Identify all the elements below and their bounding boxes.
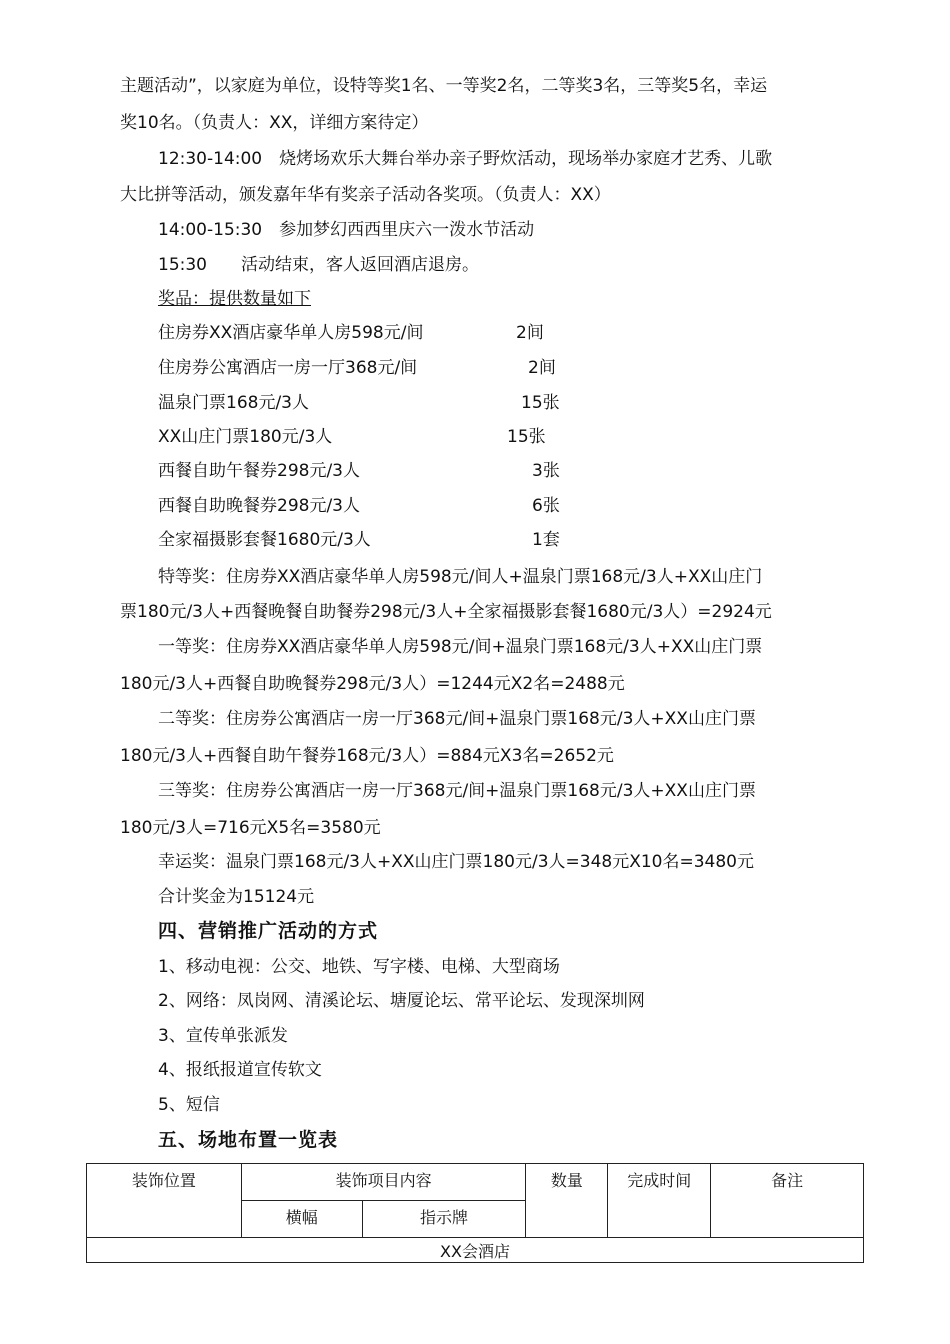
prize-qty: 2间 bbox=[516, 323, 544, 343]
award-second-line: 二等奖：住房券公寓酒店一房一厅368元/间+温泉门票168元/3人+XX山庄门票 bbox=[158, 709, 756, 729]
col-header-content: 装饰项目内容 bbox=[241, 1164, 526, 1201]
award-third-line: 三等奖：住房券公寓酒店一房一厅368元/间+温泉门票168元/3人+XX山庄门票 bbox=[158, 781, 756, 801]
prize-qty: 2间 bbox=[528, 358, 556, 378]
prize-qty: 6张 bbox=[532, 496, 560, 516]
col-header-qty: 数量 bbox=[526, 1164, 608, 1238]
award-third-line: 180元/3人=716元X5名=3580元 bbox=[120, 818, 381, 838]
schedule-line: 14:00-15:30 参加梦幻西西里庆六一泼水节活动 bbox=[158, 220, 535, 240]
award-second-line: 180元/3人+西餐自助午餐券168元/3人）=884元X3名=2652元 bbox=[120, 746, 614, 766]
award-special-line: 票180元/3人+西餐晚餐自助餐券298元/3人+全家福摄影套餐1680元/3人）=2924元 bbox=[120, 602, 772, 622]
prize-qty: 3张 bbox=[532, 461, 560, 481]
promo-list-item: 1、移动电视：公交、地铁、写字楼、电梯、大型商场 bbox=[158, 957, 560, 977]
paragraph-line: 奖10名。（负责人：XX，详细方案待定） bbox=[120, 113, 429, 133]
prize-name: 温泉门票168元/3人 bbox=[158, 393, 309, 413]
prize-qty: 1套 bbox=[532, 530, 560, 550]
promo-list-item: 3、宣传单张派发 bbox=[158, 1026, 288, 1046]
col-header-time: 完成时间 bbox=[608, 1164, 711, 1238]
prize-name: 住房券XX酒店豪华单人房598元/间 bbox=[158, 323, 424, 343]
prize-name: 全家福摄影套餐1680元/3人 bbox=[158, 530, 371, 550]
paragraph-line: 主题活动”，以家庭为单位，设特等奖1名、一等奖2名，二等奖3名，三等奖5名，幸运 bbox=[120, 76, 768, 96]
award-first-line: 一等奖：住房券XX酒店豪华单人房598元/间+温泉门票168元/3人+XX山庄门票 bbox=[158, 637, 763, 657]
col-header-note: 备注 bbox=[711, 1164, 864, 1238]
sub-header-banner: 横幅 bbox=[241, 1201, 362, 1238]
section-five-heading: 五、场地布置一览表 bbox=[158, 1129, 339, 1151]
prize-qty: 15张 bbox=[507, 427, 546, 447]
venue-layout-table bbox=[86, 1163, 864, 1263]
col-header-position: 装饰位置 bbox=[87, 1164, 242, 1238]
venue-row: XX会酒店 bbox=[87, 1238, 864, 1263]
award-lucky-line: 幸运奖：温泉门票168元/3人+XX山庄门票180元/3人=348元X10名=3480元 bbox=[158, 852, 754, 872]
promo-list-item: 4、报纸报道宣传软文 bbox=[158, 1060, 322, 1080]
prize-name: 西餐自助午餐券298元/3人 bbox=[158, 461, 360, 481]
award-first-line: 180元/3人+西餐自助晚餐券298元/3人）=1244元X2名=2488元 bbox=[120, 674, 625, 694]
sub-header-sign: 指示牌 bbox=[362, 1201, 526, 1238]
promo-list-item: 5、短信 bbox=[158, 1095, 220, 1115]
prizes-title: 奖品：提供数量如下 bbox=[158, 289, 311, 309]
prize-name: XX山庄门票180元/3人 bbox=[158, 427, 333, 447]
award-total: 合计奖金为15124元 bbox=[158, 887, 315, 907]
prize-name: 西餐自助晚餐券298元/3人 bbox=[158, 496, 360, 516]
schedule-line: 12:30-14:00 烧烤场欢乐大舞台举办亲子野炊活动，现场举办家庭才艺秀、儿歌 bbox=[158, 149, 773, 169]
promo-list-item: 2、网络：凤岗网、清溪论坛、塘厦论坛、常平论坛、发现深圳网 bbox=[158, 991, 645, 1011]
schedule-line: 15:30 活动结束，客人返回酒店退房。 bbox=[158, 255, 479, 275]
prize-name: 住房券公寓酒店一房一厅368元/间 bbox=[158, 358, 418, 378]
paragraph-line: 大比拼等活动，颁发嘉年华有奖亲子活动各奖项。（负责人：XX） bbox=[120, 185, 611, 205]
prize-qty: 15张 bbox=[521, 393, 560, 413]
section-four-heading: 四、营销推广活动的方式 bbox=[158, 920, 379, 942]
award-special-line: 特等奖：住房券XX酒店豪华单人房598元/间人+温泉门票168元/3人+XX山庄门 bbox=[158, 567, 763, 587]
